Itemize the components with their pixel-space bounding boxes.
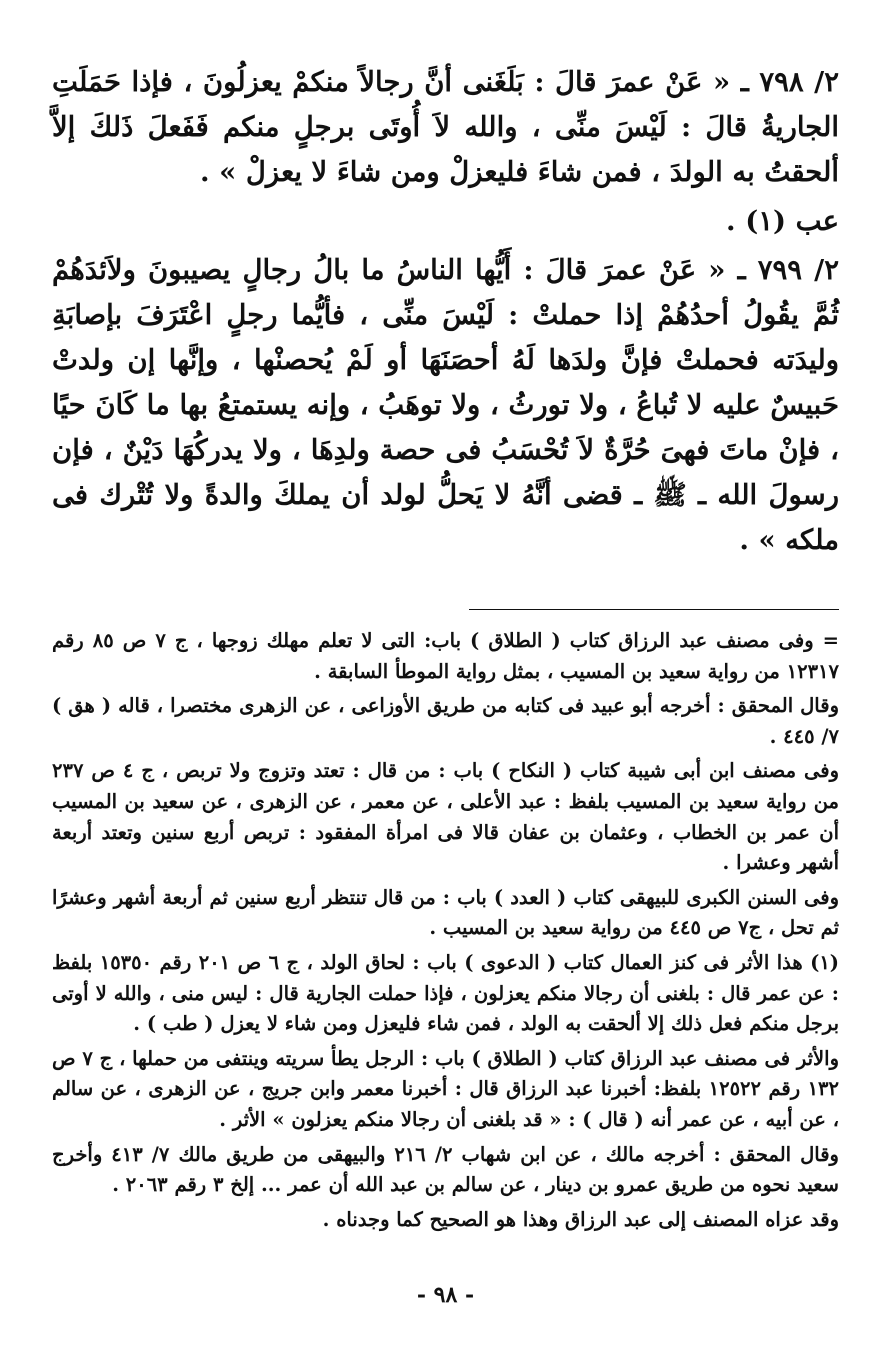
main-text (52, 60, 839, 563)
hadith-799 (52, 248, 839, 563)
hadith-799-number: ٢/ ٧٩٩ ـ (737, 254, 839, 286)
footnote-paragraph: والأثر فى مصنف عبد الرزاق كتاب ( الطلاق ) باب : الرجل يطأ سريته وينتفى من حملها ، ج ٧ ص ١٣٢ رقم ١٢٥٢٢ بلفظ: أخبرنا عبد الرزاق قال : أخبرنا معمر وابن جريج ، عن الزهرى ، عن سالم ، عن أبيه ، عن عمر أنه ( قال ) : « قد بلغنى أن رجالا منكم يعزلون » الأثر . (52, 1046, 839, 1131)
footnote-paragraph: وفى مصنف ابن أبى شيبة كتاب ( النكاح ) باب : من قال : تعتد وتزوج ولا تربص ، ج ٤ ص ٢٣٧ من رواية سعيد بن المسيب بلفظ : عبد الأعلى ، عن معمر ، عن الزهرى ، عن سعيد بن المسيب أن عمر بن الخطاب ، وعثمان بن عفان قالا فى امرأة المفقود : تربص أربع سنين وتعتد أربعة أشهر وعشرا . (52, 759, 839, 875)
page-number: - ٩٨ - (416, 1282, 475, 1308)
footnotes (52, 626, 839, 1235)
hadith-799-text: « عَنْ عمرَ قالَ : أَيُّها الناسُ ما بالُ رجالٍ يصيبونَ ولاَئدَهُمْ ثُمَّ يقُولُ أحدُهُمْ إذا حملتْ : لَيْسَ منِّى ، فأيُّما رجلٍ اعْتَرَفَ بإصابَةِ وليدَته فحملتْ فإنَّ ولدَها لَهُ أحصَنَهَا أو لَمْ يُحصنْها ، وإنَّها إن ولدتْ حَبيسٌ عليه لا تُباعُ ، ولا تورثُ ، ولا توهَبُ ، وإنه يستمتعُ بها ما كَانَ حيًا ، فإنْ ماتَ فهىَ حُرَّةٌ لاَ تُحْسَبُ فى حصة ولدِهَا ، ولا يدركُهَا دَيْنٌ ، فإن رسولَ الله ـ ﷺ ـ قضى أنَّهُ لا يَحلُّ لولد أن يملكَ والدةً ولا تُتْرك فى ملكه » . (52, 254, 839, 556)
footnote-paragraph: وقال المحقق : أخرجه مالك ، عن ابن شهاب ٢/ ٢١٦ والبيهقى من طريق مالك ٧/ ٤١٣ وأخرج سعيد نحوه من طريق عمرو بن دينار ، عن سالم بن عبد الله أن عمر ... إلخ ٣ رقم ٢٠٦٣ . (52, 1142, 839, 1197)
footnote-separator (469, 609, 839, 610)
hadith-798 (52, 60, 839, 195)
hadith-798-number: ٢/ ٧٩٨ ـ (740, 66, 839, 98)
footnote-paragraph: وقال المحقق : أخرجه أبو عبيد فى كتابه من طريق الأوزاعى ، عن الزهرى مختصرا ، قاله ( هق ) ٧/ ٤٤٥ . (52, 694, 839, 748)
footnote-paragraph: وفى السنن الكبرى للبيهقى كتاب ( العدد ) باب : من قال تنتظر أربع سنين ثم أربعة أشهر وعشرًا ثم تحل ، ج٧ ص ٤٤٥ من رواية سعيد بن المسيب . (52, 885, 839, 940)
footnote-paragraph: وقد عزاه المصنف إلى عبد الرزاق وهذا هو الصحيح كما وجدناه . (322, 1207, 839, 1231)
footnote-paragraph: = وفى مصنف عبد الرزاق كتاب ( الطلاق ) باب: التى لا تعلم مهلك زوجها ، ج ٧ ص ٨٥ رقم ١٢٣١٧ من رواية سعيد بن المسيب ، بمثل رواية الموطأ السابقة . (52, 629, 839, 683)
hadith-798-source: عب (١) . (726, 205, 839, 237)
footnote-paragraph: (١) هذا الأثر فى كنز العمال كتاب ( الدعوى ) باب : لحاق الولد ، ج ٦ ص ٢٠١ رقم ١٥٣٥٠ بلفظ : عن عمر قال : بلغنى أن رجالا منكم يعزلون ، فإذا حملت الجارية قال : ليس منى ، والله لا أوتى برجل منكم فعل ذلك إلا ألحقت به الولد ، فمن شاء فليعزل ومن شاء لا يعزل ( طب ) . (52, 950, 840, 1036)
hadith-798-text: « عَنْ عمرَ قالَ : بَلَغَنى أنَّ رجالاً منكمْ يعزلُونَ ، فإذا حَمَلَتِ الجاريةُ قالَ : لَيْسَ منِّى ، والله لاَ أُوتَى برجلٍ منكم فَفَعلَ ذَلكَ إلاَّ ألحقتُ به الولدَ ، فمن شاءَ فليعزلْ ومن شاءَ لا يعزلْ » . (52, 66, 839, 188)
